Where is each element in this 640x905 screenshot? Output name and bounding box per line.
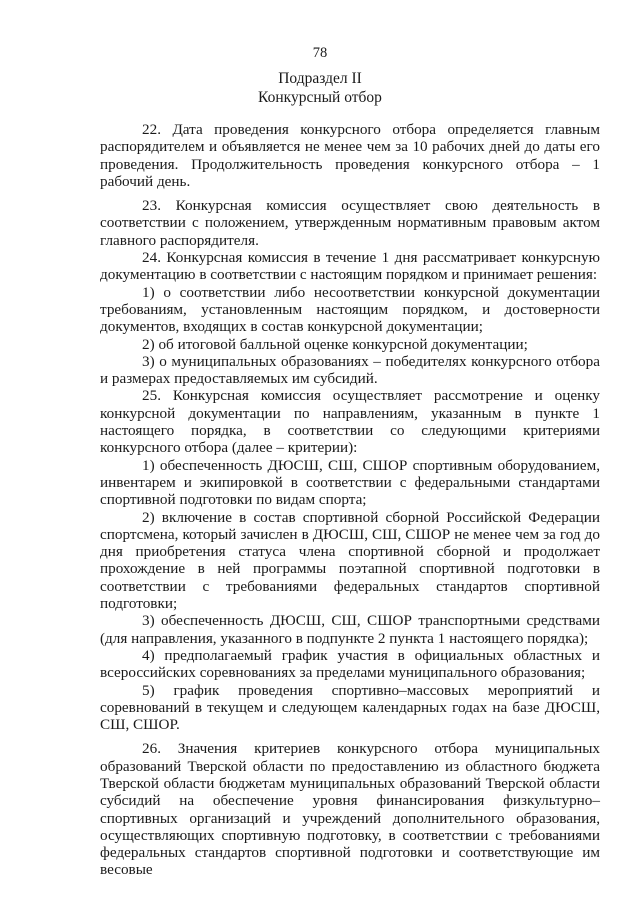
section-title: Конкурсный отбор (258, 89, 382, 106)
paragraph-25-item-3: 3) обеспеченность ДЮСШ, СШ, СШОР транспортными средствами (для направления, указанного в подпункте 2 пункта 1 настоящего порядка); (100, 612, 600, 647)
document-body (100, 121, 600, 879)
paragraph-24-item-2: 2) об итоговой балльной оценке конкурсной документации; (142, 335, 528, 353)
paragraph-23: 23. Конкурсная комиссия осуществляет свою деятельность в соответствии с положением, утвержденным нормативным правовым актом главного распорядителя. (100, 197, 600, 249)
page-number: 78 (312, 45, 328, 61)
paragraph-24: 24. Конкурсная комиссия в течение 1 дня рассматривает конкурсную документацию в соответствии с настоящим порядком и принимает решения: (100, 249, 600, 284)
subsection-heading: Подраздел II (278, 70, 362, 87)
paragraph-24-item-1: 1) о соответствии либо несоответствии конкурсной документации требованиям, установленным настоящим порядком, и достоверности документов, входящих в состав конкурсной документации; (100, 283, 600, 336)
paragraph-25-item-5: 5) график проведения спортивно–массовых мероприятий и соревнований в текущем и следующем календарных годах на базе ДЮСШ, СШ, СШОР. (100, 681, 600, 734)
paragraph-22: 22. Дата проведения конкурсного отбора определяется главным распорядителем и объявляется не менее чем за 10 рабочих дней до даты его проведения. Продолжительность проведения конкурсного отбора – 1 рабочий день. (100, 121, 600, 190)
paragraph-26: 26. Значения критериев конкурсного отбора муниципальных образований Тверской области по предоставлению из областного бюджета Тверской области бюджетам муниципальных образований Тверской области субсидий на обеспечение уровня финансирования физкультурно–спортивных организаций и учреждений дополнительного образования, осуществляющих спортивную подготовку, в соответствии с требованиями федеральных стандартов спортивной подготовки и соответствующие им весовые (100, 740, 600, 879)
paragraph-24-item-3: 3) о муниципальных образованиях – победителях конкурсного отбора и размерах предоставляемых им субсидий. (100, 352, 600, 388)
paragraph-25-item-1: 1) обеспеченность ДЮСШ, СШ, СШОР спортивным оборудованием, инвентарем и экипировкой в соответствии с федеральными стандартами спортивной подготовки по видам спорта; (100, 456, 600, 509)
paragraph-25-item-2: 2) включение в состав спортивной сборной Российской Федерации спортсмена, который зачислен в ДЮСШ, СШ, СШОР не менее чем за год до дня приобретения статуса члена спортивной сборной и продолжает прохождение в ней программы поэтапной спортивной подготовки в соответствии с требованиями федеральных стандартов спортивной подготовки; (100, 508, 600, 613)
paragraph-25: 25. Конкурсная комиссия осуществляет рассмотрение и оценку конкурсной документации по направлениям, указанным в пункте 1 настоящего порядка, в соответствии со следующими критериями конкурсного отбора (далее – критерии): (100, 387, 600, 457)
paragraph-25-item-4: 4) предполагаемый график участия в официальных областных и всероссийских соревнованиях за пределами муниципального образования; (100, 646, 600, 682)
